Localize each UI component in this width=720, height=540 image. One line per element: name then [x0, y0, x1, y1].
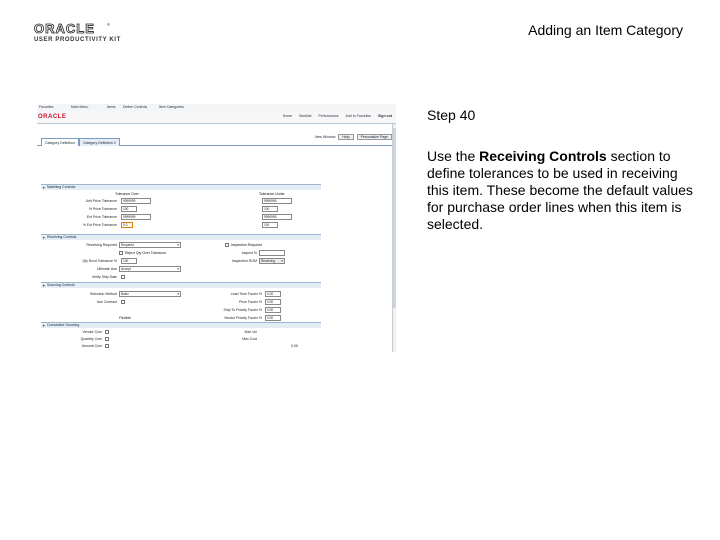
- tab-category-definition-2[interactable]: Category Definition 2: [79, 138, 120, 146]
- collapse-arrow-icon[interactable]: ▼: [42, 284, 46, 288]
- oracle-upk-logo: [34, 22, 124, 43]
- input-pct-price-under[interactable]: 100: [262, 206, 278, 212]
- step-text-bold: Receiving Controls: [479, 148, 607, 164]
- personalize-link[interactable]: Personalize Page: [357, 134, 392, 140]
- section-sourcing-controls[interactable]: [41, 282, 321, 288]
- label-vendor-priority: Vendor Priority Factor %: [224, 316, 262, 320]
- collapse-arrow-icon[interactable]: ▼: [42, 186, 46, 190]
- checkbox-use-contract[interactable]: [121, 300, 125, 304]
- bottom-value: 0.00: [291, 344, 298, 348]
- step-instructions: [427, 148, 697, 233]
- input-pct-price-over[interactable]: 100: [121, 206, 137, 212]
- label-amount-cum: Amount Cum: [81, 344, 102, 348]
- tab-bar: [37, 137, 396, 146]
- section-matching-controls[interactable]: [41, 184, 321, 190]
- input-ext-price-under[interactable]: 9999999: [262, 214, 292, 220]
- link-sign-out[interactable]: Sign out: [378, 114, 392, 118]
- header-links: [277, 114, 392, 118]
- vertical-scrollbar[interactable]: [392, 124, 396, 352]
- top-navigation: [37, 104, 396, 111]
- checkbox-inspection-required[interactable]: [225, 243, 229, 247]
- app-logo: ORACLE: [38, 114, 67, 120]
- label-vendor-cum: Vendor Cum: [82, 330, 102, 334]
- link-worklist[interactable]: Worklist: [299, 114, 312, 118]
- label-ship-to-priority: Ship To Priority Factor %: [223, 308, 262, 312]
- select-inspection-rom[interactable]: Receiving ▾: [259, 258, 285, 264]
- input-unit-price-over[interactable]: 9999999: [121, 198, 151, 204]
- section-title: Receiving Controls: [47, 235, 77, 239]
- step-text-before: Use the: [427, 148, 480, 164]
- link-home[interactable]: Home: [282, 114, 293, 118]
- app-header: [37, 111, 396, 124]
- checkbox-reject-qty[interactable]: [119, 251, 123, 255]
- label-max-vol: Max Vol: [244, 330, 257, 334]
- input-unit-price-under[interactable]: 9999999: [262, 198, 292, 204]
- label-ext-price-tol: Ext Price Tolerance: [86, 215, 117, 219]
- label-max-cost: Max Cost: [242, 337, 257, 341]
- label-ultimate-use: Ultimate Use: [96, 267, 117, 271]
- select-selection-method[interactable]: Basic ▾: [119, 291, 181, 297]
- label-selection-method: Selection Method: [89, 292, 117, 296]
- label-use-contract: Use Contract: [96, 300, 117, 304]
- col-tolerance-under: Tolerance Under: [259, 192, 285, 196]
- checkbox-vendor-cum[interactable]: [105, 330, 109, 334]
- label-inspection-required: Inspection Required: [231, 243, 263, 247]
- nav-main-menu[interactable]: Main Menu: [71, 105, 89, 109]
- input-ship-to-priority[interactable]: 0.00: [265, 307, 281, 313]
- label-qty-rcvd-tol: Qty Rcvd Tolerance %: [82, 259, 117, 263]
- application-screenshot: [37, 104, 396, 352]
- section-title: Cumulative Sourcing: [47, 323, 80, 327]
- input-qty-rcvd-tol[interactable]: 100: [121, 258, 137, 264]
- label-verify-ship-date: Verify Ship Date: [91, 275, 117, 279]
- label-unit-price-tol: Unit Price Tolerance: [85, 199, 117, 203]
- label-price-factor: Price Factor %: [239, 300, 262, 304]
- input-ext-price-over[interactable]: 9999999: [121, 214, 151, 220]
- scrollbar-thumb[interactable]: [393, 128, 396, 308]
- checkbox-verify-ship-date[interactable]: [121, 275, 125, 279]
- input-price-factor[interactable]: 0.00: [265, 299, 281, 305]
- tab-category-definition[interactable]: Category Definition: [41, 138, 79, 146]
- step-title: Step 40: [427, 107, 476, 123]
- nav-items[interactable]: Items: [107, 105, 116, 109]
- label-quantity-cum: Quantity Cum: [80, 337, 102, 341]
- help-link[interactable]: Help: [338, 134, 353, 140]
- registered-mark-icon: ®: [107, 22, 110, 27]
- label-pct-price-tol: % Price Tolerance: [88, 207, 117, 211]
- link-performance[interactable]: Performance: [318, 114, 339, 118]
- step-text-after: section to define tolerances to be used in receiving this item. These become the default values for purchase order lines when this item is selected.: [427, 148, 693, 232]
- checkbox-amount-cum[interactable]: [105, 344, 109, 348]
- section-cumulative-sourcing[interactable]: [41, 322, 321, 328]
- select-receiving-required[interactable]: Required ▾: [119, 242, 181, 248]
- page-title: Adding an Item Category: [528, 22, 683, 38]
- input-pct-ext-price-over[interactable]: 0.0: [121, 222, 133, 228]
- nav-item-categories[interactable]: Item Categories: [159, 105, 184, 109]
- label-flexible: Flexible: [119, 316, 132, 320]
- collapse-arrow-icon[interactable]: ▼: [42, 236, 46, 240]
- checkbox-quantity-cum[interactable]: [105, 337, 109, 341]
- logo-subtext: USER PRODUCTIVITY KIT: [34, 37, 121, 43]
- nav-favorites[interactable]: Favorites: [39, 105, 54, 109]
- logo-text: ORACLE: [34, 21, 95, 36]
- nav-define-controls[interactable]: Define Controls: [123, 105, 148, 109]
- select-ultimate-use[interactable]: Accept ▾: [119, 266, 181, 272]
- label-pct-ext-price-tol: % Ext Price Tolerance: [82, 223, 117, 227]
- collapse-arrow-icon[interactable]: ▼: [42, 324, 46, 328]
- label-receiving-required: Receiving Required: [86, 243, 117, 247]
- input-vendor-priority[interactable]: 0.00: [265, 315, 281, 321]
- link-add-favorites[interactable]: Add to Favorites: [345, 114, 372, 118]
- label-lead-time-factor: Lead Time Factor %: [230, 292, 262, 296]
- label-inspect-pct: Inspect %: [241, 251, 257, 255]
- new-window-link[interactable]: New Window: [314, 135, 336, 139]
- label-reject-qty: Reject Qty Over Tolerance: [125, 251, 166, 255]
- section-title: Matching Controls: [47, 185, 76, 189]
- label-inspection-rom: Inspection ROM: [231, 259, 257, 263]
- input-inspect-pct[interactable]: [259, 250, 285, 256]
- input-lead-time-factor[interactable]: 0.00: [265, 291, 281, 297]
- input-pct-ext-price-under[interactable]: 100: [262, 222, 278, 228]
- col-tolerance-over: Tolerance Over: [115, 192, 139, 196]
- section-title: Sourcing Controls: [47, 283, 75, 287]
- section-receiving-controls[interactable]: [41, 234, 321, 240]
